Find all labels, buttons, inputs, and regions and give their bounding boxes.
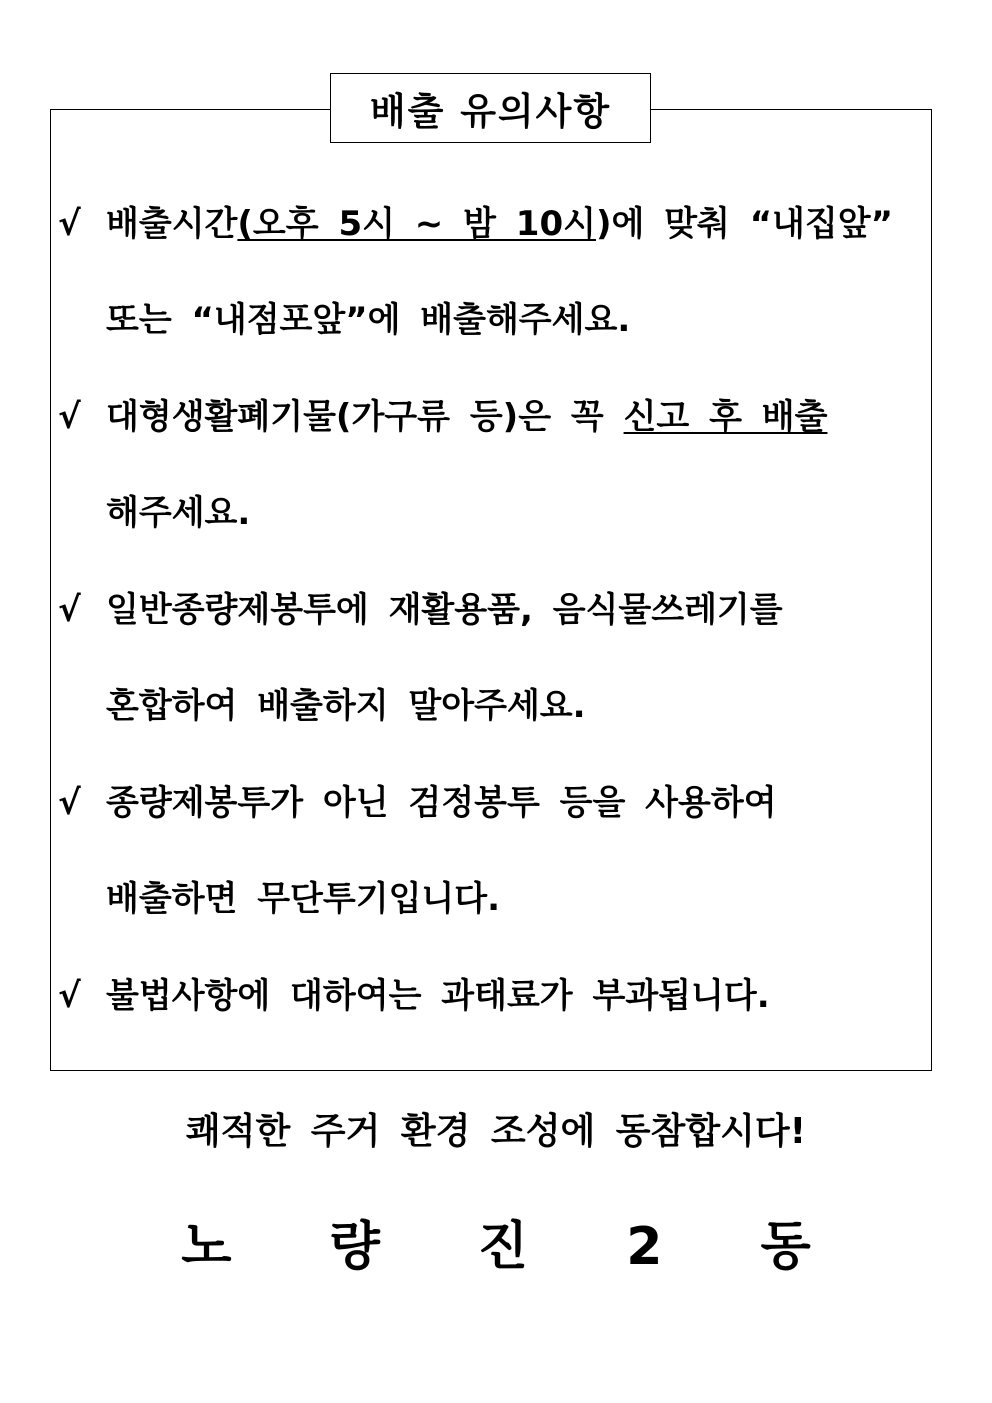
check-icon: √ [58,976,81,1016]
check-icon: √ [58,783,81,823]
item-4-line-2: 배출하면 무단투기입니다. [106,879,501,919]
item-1-text-b: )에 맞춰 “내집앞” [595,204,893,244]
item-1-line-2: 또는 “내점포앞”에 배출해주세요. [106,300,631,340]
item-1-text-a: 배출시간 [106,204,238,244]
item-1-underlined-time: (오후 5시 ~ 밤 10시 [237,204,596,244]
item-4-line-1: 종량제봉투가 아닌 검정봉투 등을 사용하여 [106,783,777,823]
item-2-line-1 [106,393,827,441]
check-icon: √ [58,204,81,244]
item-5-line-1: 불법사항에 대하여는 과태료가 부과됩니다. [106,976,770,1016]
slogan: 쾌적한 주거 환경 조성에 동참합시다! [185,1111,807,1152]
item-2-underlined-report: 신고 후 배출 [623,397,828,437]
notice-title: 배출 유의사항 [330,73,651,143]
item-1-line-1 [106,200,893,248]
organization-name: 노 량 진 2 동 [181,1217,851,1277]
item-2-line-2: 해주세요. [106,493,251,533]
item-3-line-1: 일반종량제봉투에 재활용품, 음식물쓰레기를 [106,590,783,630]
item-2-text-a: 대형생활폐기물(가구류 등)은 꼭 [106,397,624,437]
check-icon: √ [58,397,81,437]
check-icon: √ [58,590,81,630]
item-3-line-2: 혼합하여 배출하지 말아주세요. [106,686,586,726]
